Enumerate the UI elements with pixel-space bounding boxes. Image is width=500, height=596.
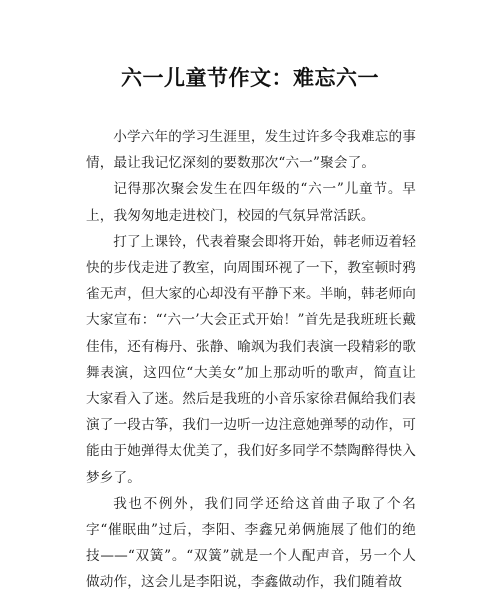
paragraph-1: 小学六年的学习生涯里，发生过许多令我难忘的事情，最让我记忆深刻的要数那次“六一”聚会了。 [86, 129, 416, 172]
document-body [86, 124, 416, 596]
paragraph-2: 记得那次聚会发生在四年级的“六一”儿童节。早上，我匆匆地走进校门，校园的气氛异常活跃。 [86, 181, 416, 224]
document-title: 六一儿童节作文：难忘六一 [121, 65, 379, 90]
paragraph-4: 我也不例外，我们同学还给这首曲子取了个名字“催眠曲”过后，李阳、李鑫兄弟俩施展了他们的绝技——“双簧”。“双簧”就是一个人配声音，另一个人做动作，这会儿是李阳说，李鑫做动作，我们随着故 [86, 495, 416, 591]
paragraph-3: 打了上课铃，代表着聚会即将开始，韩老师迈着轻快的步伐走进了教室，向周围环视了一下，教室顿时鸦雀无声，但大家的心却没有平静下来。半晌，韩老师向大家宣布：“‘六一’大会正式开始！”首先是我班班长戴佳伟，还有梅丹、张静、喻飒为我们表演一段精彩的歌舞表演，这四位“大美女”加上那动听的歌声，简直让大家看入了迷。然后是我班的小音乐家徐君佩给我们表演了一段古筝，我们一边听一边注意她弹琴的动作，可能由于她弹得太优美了，我们好多同学不禁陶醉得快入梦乡了。 [86, 233, 416, 486]
